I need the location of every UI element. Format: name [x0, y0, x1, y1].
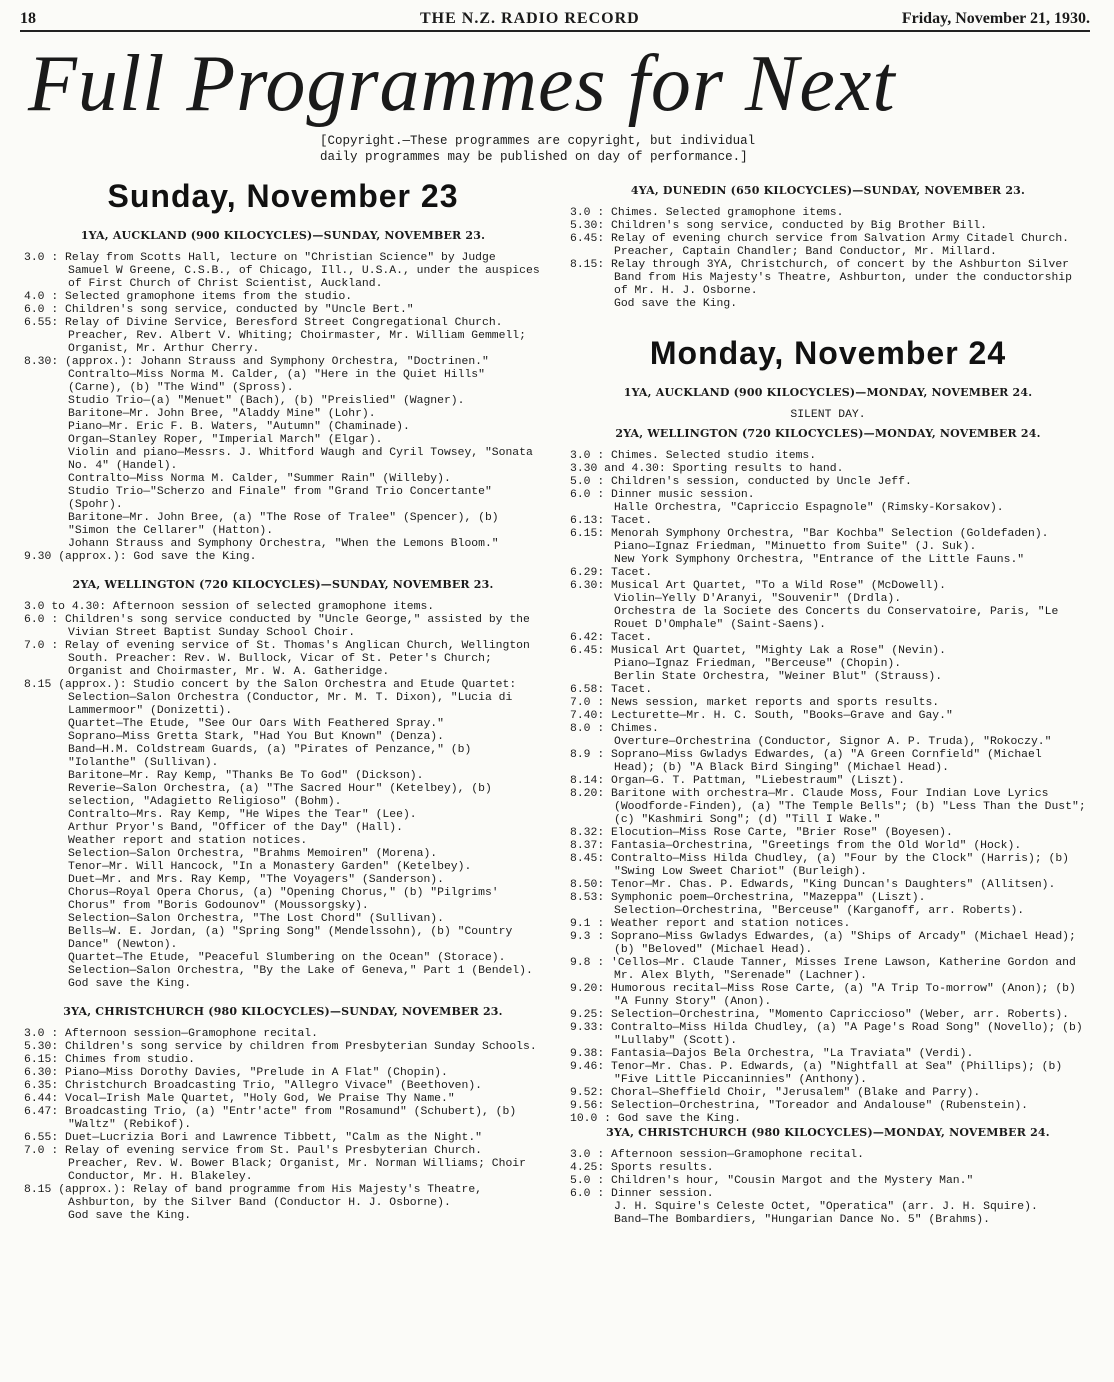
entry-time: 4.25: [570, 1162, 605, 1174]
entry-time: 8.14: [570, 775, 605, 787]
programme-entry [24, 356, 542, 369]
entry-text: Relay of evening church service from Salvation Army Citadel Church. Preacher, Captain Chandler; Band Conductor, Mr. Millard. [611, 233, 1070, 258]
entry-time: 9.8 : [570, 957, 605, 969]
entry-continuation: Orchestra de la Societe des Concerts du Conservatoire, Paris, "Le Rouet D'Omphale" (Saint-Saens). [614, 606, 1059, 631]
entry-text: Dinner session. [611, 1188, 714, 1200]
entry-continuation: Studio Trio—(a) "Menuet" (Bach), (b) "Preislied" (Wagner). [68, 395, 465, 407]
entry-text: Vocal—Irish Male Quartet, "Holy God, We Praise Thy Name." [65, 1093, 455, 1105]
programme-entry [570, 489, 1086, 502]
entry-time: 8.9 : [570, 749, 605, 761]
entry-text: Duet—Lucrizia Bori and Lawrence Tibbett, "Calm as the Night." [65, 1132, 482, 1144]
programme-entry [570, 233, 1086, 259]
entry-text: Symphonic poem—Orchestrina, "Mazeppa" (Liszt). [611, 892, 926, 904]
programme-entry [570, 476, 1086, 489]
entry-text: Menorah Symphony Orchestra, "Bar Kochba" Selection (Goldefaden). [611, 528, 1049, 540]
entry-text: Musical Art Quartet, "To a Wild Rose" (McDowell). [611, 580, 946, 592]
copyright-line: daily programmes may be published on day of performance.] [320, 150, 748, 164]
entry-continuation: God save the King. [614, 298, 738, 310]
entry-time: 3.0 : [24, 252, 59, 264]
entry-time: 7.0 : [24, 1145, 59, 1157]
entry-continuation: Chorus—Royal Opera Chorus, (a) "Opening Chorus," (b) "Pilgrims' Chorus" from "Boris Godounov" (Moussorgsky). [68, 887, 499, 912]
entry-text: God save the King. [617, 1113, 741, 1125]
entry-text: Children's song service, conducted by "Uncle Bert." [65, 304, 414, 316]
entry-text: Afternoon session of selected gramophone items. [112, 601, 435, 613]
programme-entry [570, 853, 1086, 879]
entry-time: 8.0 : [570, 723, 605, 735]
entry-text: Elocution—Miss Rose Carte, "Brier Rose" (Boyesen). [611, 827, 953, 839]
entry-time: 7.0 : [24, 640, 59, 652]
entry-continuation: Band—The Bombardiers, "Hungarian Dance No. 5" (Brahms). [614, 1214, 990, 1226]
entry-text: Relay of evening service of St. Thomas's Anglican Church, Wellington South. Preacher: Rev. W. Bullock, Vicar of St. Peter's Church; Organist and Choirmaster, Mr. W. A. Gatheridge. [65, 640, 530, 678]
station-heading: 1YA, AUCKLAND (900 KILOCYCLES)—MONDAY, NOVEMBER 24. [623, 386, 1033, 399]
programme-entry [24, 1106, 542, 1132]
programme-entry [24, 304, 542, 317]
programme-entry [570, 684, 1086, 697]
masthead [20, 8, 1090, 32]
entry-continuation: Bells—W. E. Jordan, (a) "Spring Song" (Mendelssohn), (b) "Country Dance" (Newton). [68, 926, 513, 951]
entry-time: 8.15: [570, 259, 605, 271]
programme-entry [570, 632, 1086, 645]
entry-continuation: Weather report and station notices. [68, 835, 308, 847]
entry-time: 8.45: [570, 853, 605, 865]
entry-text: Baritone with orchestra—Mr. Claude Moss, Four Indian Love Lyrics (Woodforde-Finden), (a) "The Temple Bells"; (b) "Less Than the Dust"; (c) "Kashmiri Song"; (d) "Till I Wake." [611, 788, 1086, 826]
programme-entry [24, 1054, 542, 1067]
entry-text: Relay through 3YA, Christchurch, of concert by the Ashburton Silver Band from His Majesty's Theatre, Ashburton, under the conductorship of Mr. H. J. Osborne. [611, 259, 1072, 297]
station-block [570, 184, 1086, 311]
entry-continuation: Overture—Orchestrina (Conductor, Signor A. P. Truda), "Rokoczy." [614, 736, 1052, 748]
station-block [24, 578, 542, 991]
entry-text: Relay of evening service from St. Paul's Presbyterian Church. Preacher, Rev. W. Bower Black; Organist, Mr. Norman Williams; Choir Conductor, Mr. H. Blakeley. [65, 1145, 526, 1183]
entry-time: 9.1 : [570, 918, 605, 930]
entry-continuation: Quartet—The Etude, "See Our Oars With Feathered Spray." [68, 718, 444, 730]
copyright-notice [320, 133, 800, 165]
entry-time: 9.38: [570, 1048, 605, 1060]
programme-entry [570, 1087, 1086, 1100]
programme-entry [570, 580, 1086, 593]
headline: Full Programmes for Next [28, 40, 896, 128]
programme-entry [24, 317, 542, 356]
programme-entry [570, 931, 1086, 957]
entry-continuation: God save the King. [68, 978, 192, 990]
programme-entry [570, 463, 1086, 476]
entry-text: Afternoon session—Gramophone recital. [65, 1028, 318, 1040]
entry-text: Choral—Sheffield Choir, "Jerusalem" (Blake and Parry). [611, 1087, 981, 1099]
entry-time: 9.20: [570, 983, 605, 995]
programme-entry [570, 723, 1086, 736]
entry-time: 6.0 : [570, 489, 605, 501]
programme-entry [570, 515, 1086, 528]
entry-text: Chimes. [611, 723, 659, 735]
entry-time: 3.0 : [570, 207, 605, 219]
programme-entry [24, 1132, 542, 1145]
entry-text: Contralto—Miss Hilda Chudley, (a) "A Page's Road Song" (Novello); (b) "Lullaby" (Scott). [611, 1022, 1083, 1047]
entry-time: 7.0 : [570, 697, 605, 709]
programme-entry [570, 220, 1086, 233]
entry-continuation: Contralto—Miss Norma M. Calder, "Summer Rain" (Willeby). [68, 473, 451, 485]
entry-text: Broadcasting Trio, (a) "Entr'acte" from "Rosamund" (Schubert), (b) "Waltz" (Rebikof). [65, 1106, 517, 1131]
programme-entry [570, 840, 1086, 853]
day-heading-sunday: Sunday, November 23 [107, 178, 459, 214]
entry-continuation: Piano—Ignaz Friedman, "Minuetto from Suite" (J. Suk). [614, 541, 977, 553]
programme-entry [570, 788, 1086, 827]
entry-text: Afternoon session—Gramophone recital. [611, 1149, 864, 1161]
entry-time: 6.45: [570, 233, 605, 245]
station-heading: 3YA, CHRISTCHURCH (980 KILOCYCLES)—MONDAY, NOVEMBER 24. [606, 1126, 1050, 1139]
programme-entry [24, 601, 542, 614]
entry-time: 3.0 to 4.30: [24, 601, 107, 613]
entry-time: 8.20: [570, 788, 605, 800]
entry-text: Sporting results to hand. [672, 463, 844, 475]
entry-text: Children's song service by children from Presbyterian Sunday Schools. [65, 1041, 537, 1053]
entry-text: Selection—Orchestrina, "Momento Capriccioso" (Weber, arr. Roberts). [611, 1009, 1070, 1021]
entry-time: 5.0 : [570, 1175, 605, 1187]
entry-text: Tacet. [611, 567, 653, 579]
entry-continuation: Reverie—Salon Orchestra, (a) "The Sacred Hour" (Ketelbey), (b) selection, "Adagietto Religioso" (Bohm). [68, 783, 492, 808]
entry-text: (approx.): God save the King. [58, 551, 257, 563]
entry-text: Children's session, conducted by Uncle Jeff. [611, 476, 912, 488]
entry-text: Children's hour, "Cousin Margot and the Mystery Man." [611, 1175, 974, 1187]
entry-time: 6.42: [570, 632, 605, 644]
entry-text: Fantasia—Dajos Bela Orchestra, "La Traviata" (Verdi). [611, 1048, 974, 1060]
programme-entry [570, 1188, 1086, 1201]
entry-time: 8.37: [570, 840, 605, 852]
entry-continuation: Baritone—Mr. John Bree, "Aladdy Mine" (Lohr). [68, 408, 376, 420]
entry-time: 6.35: [24, 1080, 59, 1092]
entry-continuation: Studio Trio—"Scherzo and Finale" from "Grand Trio Concertante" (Spohr). [68, 486, 492, 511]
entry-time: 6.15: [570, 528, 605, 540]
right-column [570, 184, 1086, 1227]
entry-continuation: Piano—Mr. Eric F. B. Waters, "Autumn" (Chaminade). [68, 421, 410, 433]
station-block [570, 427, 1086, 1126]
programme-entry [24, 640, 542, 679]
entry-continuation: Piano—Ignaz Friedman, "Berceuse" (Chopin). [614, 658, 902, 670]
entry-continuation: New York Symphony Orchestra, "Entrance of the Little Fauns." [614, 554, 1025, 566]
programme-entry [570, 567, 1086, 580]
entry-continuation: Arthur Pryor's Band, "Officer of the Day" (Hall). [68, 822, 403, 834]
entry-time: 3.30 and 4.30: [570, 463, 666, 475]
programme-entry [570, 957, 1086, 983]
masthead-title: THE N.Z. RADIO RECORD [420, 10, 640, 27]
entry-text: 'Cellos—Mr. Claude Tanner, Misses Irene Lawson, Katherine Gordon and Mr. Alex Blyth, "Serenade" (Lachner). [611, 957, 1076, 982]
programme-entry [570, 983, 1086, 1009]
page-number: 18 [20, 10, 36, 27]
programme-entry [24, 1184, 542, 1210]
entry-time: 8.15 [24, 1184, 52, 1196]
day-heading-monday: Monday, November 24 [649, 335, 1007, 371]
entry-time: 3.0 : [570, 1149, 605, 1161]
entry-text: Musical Art Quartet, "Mighty Lak a Rose" (Nevin). [611, 645, 946, 657]
entry-text: Tenor—Mr. Chas. P. Edwards, "King Duncan's Daughters" (Allitsen). [611, 879, 1056, 891]
entry-time: 8.32: [570, 827, 605, 839]
entry-time: 3.0 : [570, 450, 605, 462]
entry-continuation: Selection—Salon Orchestra, "By the Lake of Geneva," Part 1 (Bendel). [68, 965, 533, 977]
entry-continuation: Selection—Salon Orchestra (Conductor, Mr. M. T. Dixon), "Lucia di Lammermoor" (Donizetti). [68, 692, 513, 717]
entry-text: Chimes. Selected gramophone items. [611, 207, 844, 219]
programme-entry [570, 259, 1086, 298]
entry-time: 9.52: [570, 1087, 605, 1099]
entry-text: Lecturette—Mr. H. C. South, "Books—Grave and Gay." [611, 710, 953, 722]
programme-entry [570, 892, 1086, 905]
entry-text: Relay from Scotts Hall, lecture on "Christian Science" by Judge Samuel W Greene, C.S.B., of Chicago, Ill., U.S.A., under the auspices of First Church of Christ Scientist, Auckland. [65, 252, 540, 290]
entry-time: 6.29: [570, 567, 605, 579]
entry-time: 8.30: [24, 356, 59, 368]
entry-text: Christchurch Broadcasting Trio, "Allegro Vivace" (Beethoven). [65, 1080, 482, 1092]
station-heading: 2YA, WELLINGTON (720 KILOCYCLES)—SUNDAY, NOVEMBER 23. [72, 578, 494, 591]
programme-entry [24, 1080, 542, 1093]
programme-entry [570, 827, 1086, 840]
entry-continuation: Band—H.M. Coldstream Guards, (a) "Pirates of Penzance," (b) "Iolanthe" (Sullivan). [68, 744, 472, 769]
entry-continuation: Selection—Salon Orchestra, "Brahms Memoiren" (Morena). [68, 848, 438, 860]
programme-entry [24, 1041, 542, 1054]
entry-text: Sports results. [611, 1162, 714, 1174]
entry-text: (approx.): Johann Strauss and Symphony Orchestra, "Doctrinen." [65, 356, 489, 368]
entry-time: 8.53: [570, 892, 605, 904]
programme-entry [24, 1067, 542, 1080]
station-block [570, 1126, 1086, 1227]
entry-text: (approx.): Studio concert by the Salon Orchestra and Etude Quartet: [58, 679, 517, 691]
entry-time: 8.15 [24, 679, 52, 691]
entry-time: 6.45: [570, 645, 605, 657]
entry-time: 6.58: [570, 684, 605, 696]
entry-continuation: J. H. Squire's Celeste Octet, "Operatica" (arr. J. H. Squire). [614, 1201, 1038, 1213]
entry-continuation: God save the King. [68, 1210, 192, 1222]
entry-time: 6.55: [24, 317, 59, 329]
programme-entry [570, 1113, 1086, 1126]
entry-continuation: Baritone—Mr. John Bree, (a) "The Rose of Tralee" (Spencer), (b) "Simon the Cellarer" (Hatton). [68, 512, 499, 537]
entry-continuation: Berlin State Orchestra, "Weiner Blut" (Strauss). [614, 671, 943, 683]
entry-time: 4.0 : [24, 291, 59, 303]
entry-time: 10.0 : [570, 1113, 612, 1125]
entry-text: Fantasia—Orchestrina, "Greetings from the Old World" (Hock). [611, 840, 1022, 852]
entry-continuation: Violin—Yelly D'Aranyi, "Souvenir" (Drdla). [614, 593, 902, 605]
entry-time: 8.50: [570, 879, 605, 891]
entry-text: Tacet. [611, 632, 653, 644]
programme-entry [24, 252, 542, 291]
entry-time: 9.33: [570, 1022, 605, 1034]
entry-time: 6.0 : [24, 304, 59, 316]
entry-text: Selection—Orchestrina, "Toreador and Andalouse" (Rubenstein). [611, 1100, 1028, 1112]
programme-entry [570, 879, 1086, 892]
entry-continuation: Duet—Mr. and Mrs. Ray Kemp, "The Voyagers" (Sanderson). [68, 874, 444, 886]
entry-time: 9.3 : [570, 931, 605, 943]
entry-continuation: Johann Strauss and Symphony Orchestra, "When the Lemons Bloom." [68, 538, 499, 550]
entry-time: 6.15: [24, 1054, 59, 1066]
entry-continuation: Halle Orchestra, "Capriccio Espagnole" (Rimsky-Korsakov). [614, 502, 1004, 514]
issue-date: Friday, November 21, 1930. [901, 10, 1090, 27]
programme-entry [570, 1048, 1086, 1061]
station-block [24, 229, 542, 564]
entry-text: Selected gramophone items from the studio. [65, 291, 353, 303]
entry-time: 6.30: [24, 1067, 59, 1079]
programme-entry [570, 1061, 1086, 1087]
entry-text: Contralto—Miss Hilda Chudley, (a) "Four by the Clock" (Harris); (b) "Swing Low Sweet Chariot" (Burleigh). [611, 853, 1070, 878]
entry-time: 5.30: [24, 1041, 59, 1053]
left-column [24, 178, 542, 1223]
programme-entry [570, 775, 1086, 788]
entry-time: 6.44: [24, 1093, 59, 1105]
entry-text: Dinner music session. [611, 489, 755, 501]
programme-entry [570, 697, 1086, 710]
entry-time: 3.0 : [24, 1028, 59, 1040]
programme-entry [570, 450, 1086, 463]
entry-text: (approx.): Relay of band programme from His Majesty's Theatre, Ashburton, by the Silver Band (Conductor H. J. Osborne). [58, 1184, 482, 1209]
programme-entry [570, 1162, 1086, 1175]
programme-entry [24, 291, 542, 304]
entry-text: Tenor—Mr. Chas. P. Edwards, (a) "Nightfall at Sea" (Phillips); (b) "Five Little Piccaninnies" (Anthony). [611, 1061, 1063, 1086]
entry-text: Humorous recital—Miss Rose Carte, (a) "A Trip To-morrow" (Anon); (b) "A Funny Story" (Anon). [611, 983, 1076, 1008]
programme-entry [24, 1145, 542, 1184]
entry-text: Tacet. [611, 515, 653, 527]
station-block [24, 1005, 542, 1223]
programme-entry [570, 918, 1086, 931]
entry-time: 9.25: [570, 1009, 605, 1021]
station-heading: 4YA, DUNEDIN (650 KILOCYCLES)—SUNDAY, NOVEMBER 23. [630, 184, 1026, 197]
entry-time: 9.30 [24, 551, 52, 563]
entry-text: Weather report and station notices. [611, 918, 851, 930]
entry-continuation: Soprano—Miss Gretta Stark, "Had You But Known" (Denza). [68, 731, 444, 743]
entry-text: Children's song service conducted by "Uncle George," assisted by the Vivian Street Baptist Sunday School Choir. [65, 614, 530, 639]
entry-continuation: Tenor—Mr. Will Hancock, "In a Monastery Garden" (Ketelbey). [68, 861, 472, 873]
station-heading: 3YA, CHRISTCHURCH (980 KILOCYCLES)—SUNDAY, NOVEMBER 23. [63, 1005, 503, 1018]
entry-time: 9.56: [570, 1100, 605, 1112]
entry-text: Piano—Miss Dorothy Davies, "Prelude in A Flat" (Chopin). [65, 1067, 448, 1079]
entry-time: 6.13: [570, 515, 605, 527]
entry-text: Organ—G. T. Pattman, "Liebestraum" (Liszt). [611, 775, 905, 787]
entry-time: 7.40: [570, 710, 605, 722]
programme-entry [24, 1028, 542, 1041]
programme-entry [570, 710, 1086, 723]
entry-text: Soprano—Miss Gwladys Edwardes, (a) "Ships of Arcady" (Michael Head); (b) "Beloved" (Michael Head). [611, 931, 1076, 956]
entry-text: Children's song service, conducted by Big Brother Bill. [611, 220, 987, 232]
entry-continuation: Contralto—Mrs. Ray Kemp, "He Wipes the Tear" (Lee). [68, 809, 417, 821]
copyright-line: [Copyright.—These programmes are copyright, but individual [320, 134, 756, 148]
programme-entry [24, 1093, 542, 1106]
entry-time: 5.30: [570, 220, 605, 232]
entry-text: News session, market reports and sports results. [611, 697, 940, 709]
entry-time: 6.55: [24, 1132, 59, 1144]
station-heading: 1YA, AUCKLAND (900 KILOCYCLES)—SUNDAY, NOVEMBER 23. [80, 229, 486, 242]
station-heading: 2YA, WELLINGTON (720 KILOCYCLES)—MONDAY, NOVEMBER 24. [615, 427, 1041, 440]
entry-time: 6.0 : [24, 614, 59, 626]
programme-entry [570, 1149, 1086, 1162]
programme-entry [570, 1022, 1086, 1048]
entry-time: 6.0 : [570, 1188, 605, 1200]
entry-time: 5.0 : [570, 476, 605, 488]
entry-text: Chimes. Selected studio items. [611, 450, 817, 462]
entry-continuation: Violin and piano—Messrs. J. Whitford Waugh and Cyril Towsey, "Sonata No. 4" (Handel). [68, 447, 533, 472]
entry-continuation: Selection—Orchestrina, "Berceuse" (Karganoff, arr. Roberts). [614, 905, 1025, 917]
entry-time: 6.47: [24, 1106, 59, 1118]
entry-text: Relay of Divine Service, Beresford Street Congregational Church. Preacher, Rev. Albert V. Whiting; Choirmaster, Mr. William Gemmell; Organist, Mr. Arthur Cherry. [65, 317, 526, 355]
programme-entry [570, 1175, 1086, 1188]
programme-entry [24, 551, 542, 564]
programme-entry [570, 1009, 1086, 1022]
programme-entry [570, 1100, 1086, 1113]
entry-continuation: Organ—Stanley Roper, "Imperial March" (Elgar). [68, 434, 383, 446]
programme-entry [570, 528, 1086, 541]
programme-entry [570, 749, 1086, 775]
programme-entry [24, 679, 542, 692]
entry-text: Chimes from studio. [65, 1054, 195, 1066]
entry-continuation: Baritone—Mr. Ray Kemp, "Thanks Be To God" (Dickson). [68, 770, 424, 782]
station-note: SILENT DAY. [790, 409, 866, 421]
entry-continuation: Contralto—Miss Norma M. Calder, (a) "Here in the Quiet Hills" (Carne), (b) "The Wind" (Spross). [68, 369, 485, 394]
programme-entry [24, 614, 542, 640]
programme-entry [570, 645, 1086, 658]
entry-text: Tacet. [611, 684, 653, 696]
entry-continuation: Selection—Salon Orchestra, "The Lost Chord" (Sullivan). [68, 913, 444, 925]
entry-time: 6.30: [570, 580, 605, 592]
entry-time: 9.46: [570, 1061, 605, 1073]
entry-continuation: Quartet—The Etude, "Peaceful Slumbering on the Ocean" (Storace). [68, 952, 506, 964]
programme-entry [570, 207, 1086, 220]
entry-text: Soprano—Miss Gwladys Edwardes, (a) "A Green Cornfield" (Michael Head); (b) "A Black Bird Singing" (Michael Head). [611, 749, 1042, 774]
